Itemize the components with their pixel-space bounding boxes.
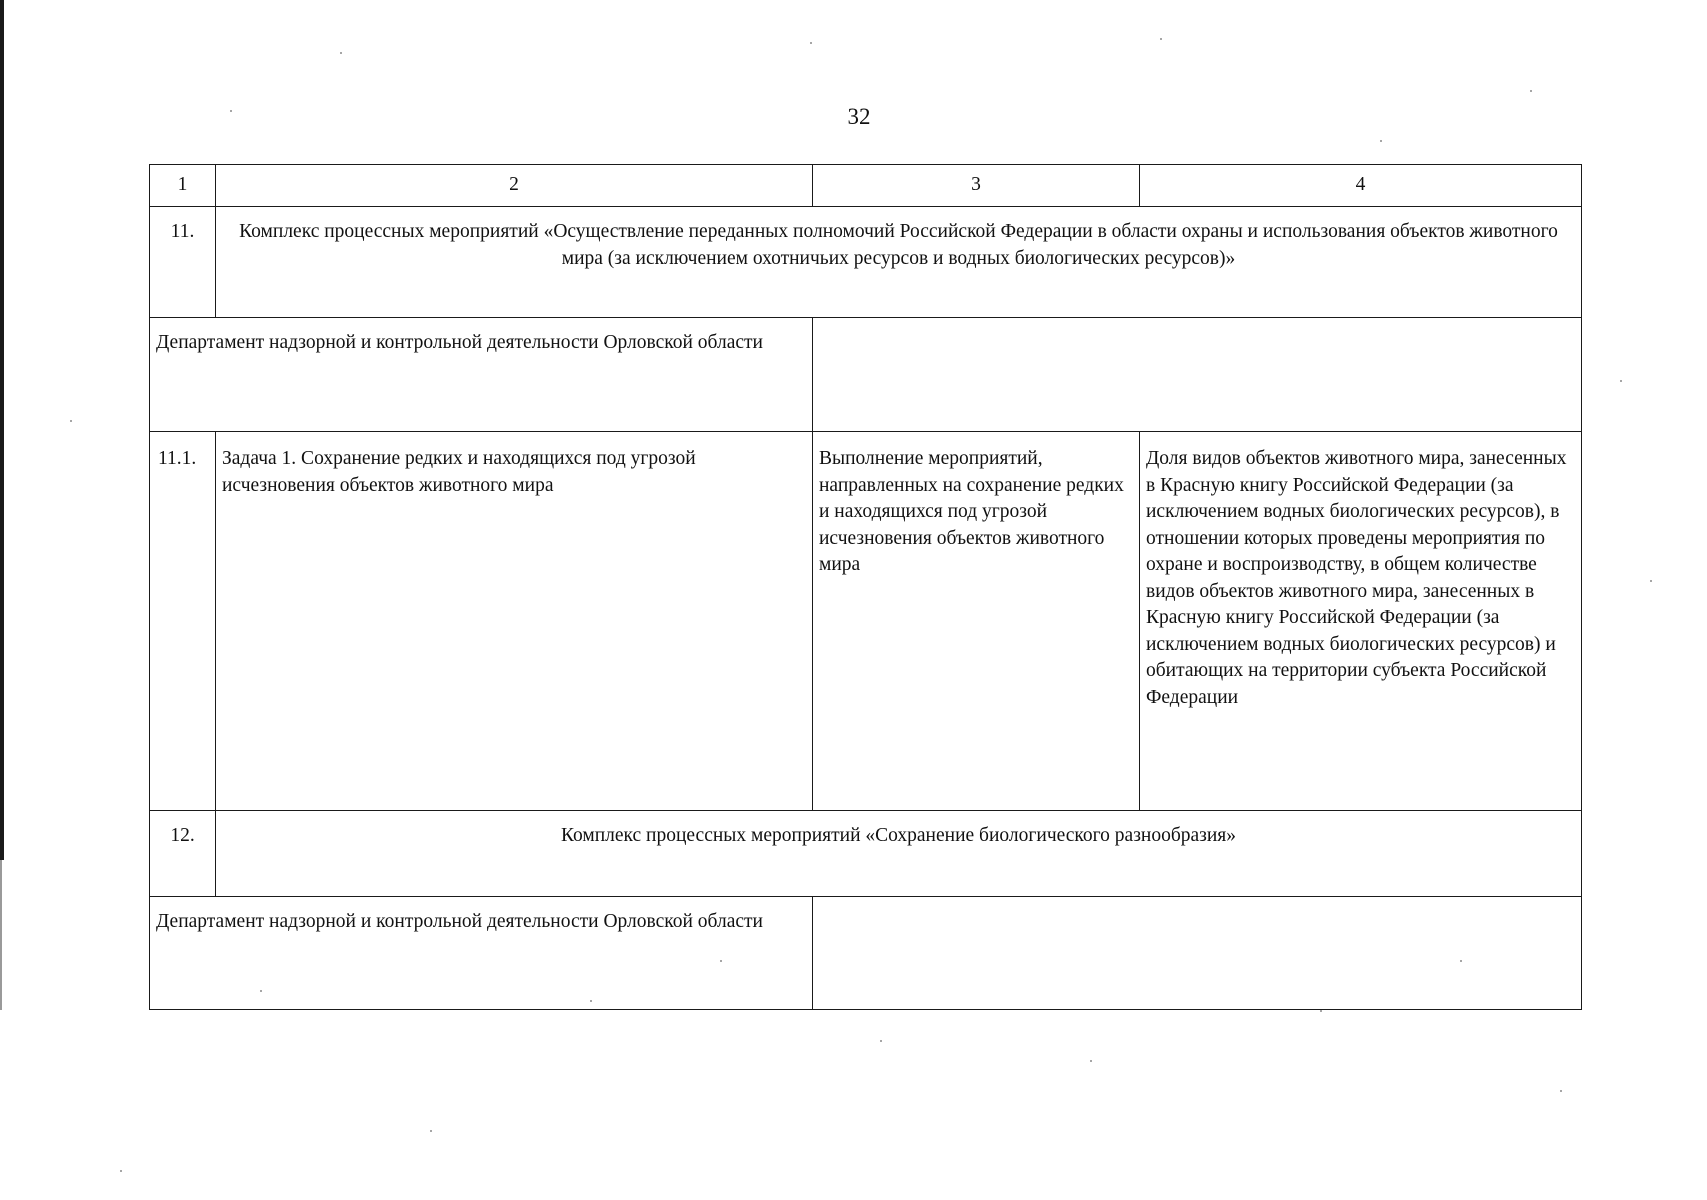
department-row-1 (150, 318, 1582, 432)
scan-speck (70, 420, 72, 422)
scan-speck (1560, 1090, 1562, 1092)
scan-speck (120, 1170, 122, 1172)
page-number: 32 (847, 104, 871, 129)
column-number-row (150, 165, 1582, 207)
complex-row-11 (150, 207, 1582, 318)
complex-title-12: Комплекс процессных мероприятий «Сохранение биологического разнообразия» (216, 811, 1582, 897)
row-number-12: 12. (150, 811, 216, 897)
column-number-1: 1 (150, 165, 216, 207)
scan-speck (1320, 1010, 1322, 1012)
column-number-4: 4 (1140, 165, 1582, 207)
task-row-11-1 (150, 432, 1582, 811)
scan-speck (230, 110, 232, 112)
department-value-2 (813, 897, 1582, 1010)
task-description: Задача 1. Сохранение редких и находящихся под угрозой исчезновения объектов животного мира (216, 432, 813, 811)
row-number-11-1: 11.1. (150, 432, 216, 811)
scan-speck (340, 52, 342, 54)
complex-row-12 (150, 811, 1582, 897)
row-number-11: 11. (150, 207, 216, 318)
department-row-2 (150, 897, 1582, 1010)
scan-speck (880, 1040, 882, 1042)
measure-description: Выполнение мероприятий, направленных на сохранение редких и находящихся под угрозой исчезновения объектов животного мира (813, 432, 1140, 811)
department-name-1: Департамент надзорной и контрольной деятельности Орловской области (150, 318, 813, 432)
scan-speck (720, 960, 722, 962)
complex-title-11: Комплекс процессных мероприятий «Осуществление переданных полномочий Российской Федерации в области охраны и использования объектов животного мира (за исключением охотничьих ресурсов и водных биологических ресурсов)» (216, 207, 1582, 318)
scan-speck (1160, 38, 1162, 40)
scan-speck (1530, 90, 1532, 92)
column-number-2: 2 (216, 165, 813, 207)
column-number-3: 3 (813, 165, 1140, 207)
scan-speck (430, 1130, 432, 1132)
measures-table (149, 164, 1582, 1010)
scan-speck (1460, 960, 1462, 962)
scan-speck (1650, 580, 1652, 582)
indicator-description: Доля видов объектов животного мира, занесенных в Красную книгу Российской Федерации (за исключением водных биологических ресурсов), в отношении которых проведены мероприятия по охране и воспроизводству, в общем количестве видов объектов животного мира, занесенных в Красную книгу Российской Федерации (за исключением водных биологических ресурсов) и обитающих на территории субъекта Российской Федерации (1140, 432, 1582, 811)
scan-speck (590, 1000, 592, 1002)
department-name-2: Департамент надзорной и контрольной деятельности Орловской области (150, 897, 813, 1010)
scan-left-edge-faint (0, 860, 2, 1010)
scan-speck (1620, 380, 1622, 382)
department-value-1 (813, 318, 1582, 432)
scan-speck (260, 990, 262, 992)
scan-speck (810, 42, 812, 44)
scan-speck (1090, 1060, 1092, 1062)
scan-speck (1380, 140, 1382, 142)
